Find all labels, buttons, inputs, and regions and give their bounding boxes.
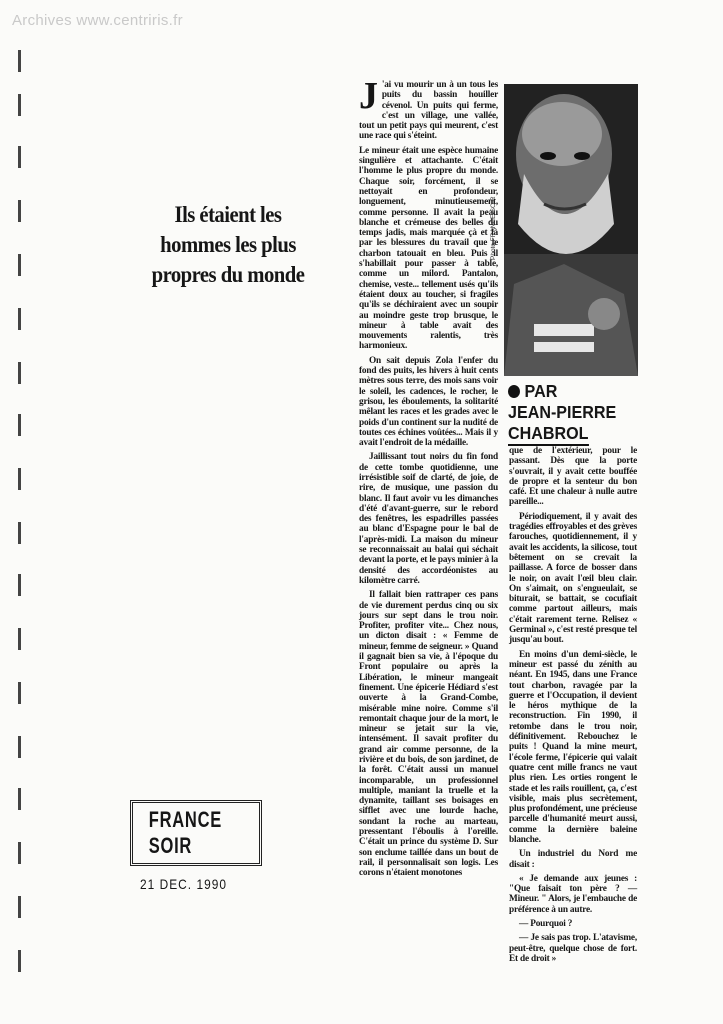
article-paragraph: — Je sais pas trop. L'atavisme, peut-être, quelque chose de fort. Et de droit »: [509, 933, 637, 964]
miner-portrait-photo: [504, 84, 638, 376]
article-paragraph: Jaillissant tout noirs du fin fond de cette tombe quotidienne, une irrésistible soif de clarté, de joie, de rire, de musique, une passion du blanc. Il faut avoir vu les dimanches d'été d'avant-guerre, sur le rebord des fenêtres, les espadrilles passées au blanc d'Espagne pour le bal de l'après-midi. La maison du mineur se reconnaissait au balai qui séchait devant la porte, et le pays minier à la densité des accordéonistes au kilomètre carré.: [359, 452, 498, 586]
article-column-1: [359, 75, 498, 950]
article-headline: [129, 200, 327, 290]
headline-line-3: propres du monde: [151, 262, 305, 287]
headline-line-1: Ils étaient les: [174, 202, 282, 227]
publication-stamp: [130, 800, 262, 866]
article-paragraph: que de l'extérieur, pour le passant. Dès que la porte s'ouvrait, il y avait cette bouffée de propre et la senteur du bon café. Et une chaleur à nulle autre pareille...: [509, 446, 637, 508]
publication-name: FRANCE SOIR: [148, 807, 223, 858]
drop-cap: J: [359, 75, 378, 117]
portrait-illustration: [504, 84, 638, 376]
article-paragraph: En moins d'un demi-siècle, le mineur est passé du zénith au néant. En 1945, dans une France tout charbon, ravagée par la guerre et l'Occupation, il devient le héros mythique de la reconstruction. Fin 1990, il retombe dans le trou noir, définitivement. Rebouchez le puits ! Quand la mine meurt, l'école ferme, l'épicerie qui valait quatre cent mille francs ne vaut plus rien. Les orties rongent le stade et les rails rouillent, ça, c'est visible, mais plus secrètement, plus profondément, une précieuse parcelle d'humanité meurt aussi, comme la dernière baleine blanche.: [509, 649, 637, 845]
byline-author-last: CHABROL: [508, 423, 589, 446]
article-paragraph: Il fallait bien rattraper ces pans de vie durement perdus cinq ou six jours sur sept dans le trou noir. Profiter, profiter vite... Chez nous, un dicton disait : « Femme de mineur, femme de seigneur. » Quand il gagnait bien sa vie, à l'époque du Front populaire ou après la Libération, le mineur mangeait finement. Une épicerie Hédiard s'est ouverte à la Grand-Combe, misérable mine noire. Comme s'il remontait chaque jour de la mort, le mineur se jetait sur la vie, intensément. Il savait profiter du grand air comme personne, de la rivière et du bois, de son jardinet, de la forêt. C'était aussi un manuel incomparable, un professionnel multiple, maniant la truelle et la dynamite, taillant ses boisages en sifflet avec une lourde hache, sondant la roche au marteau, pressentant l'éboulis à l'oreille. C'était un prince du système D. Sur son enclume taillée dans un bout de rail, il personnalisait son logis. Les corons n'étaient monotones: [359, 590, 498, 879]
bullet-icon: [508, 385, 520, 398]
byline-author-first: JEAN-PIERRE: [508, 402, 617, 422]
article-paragraph: On sait depuis Zola l'enfer du fond des puits, les hivers à huit cents mètres sous terre, des mois sans voir le soleil, les cadences, le rocher, le grisou, les éboulements, la solitarité mêlant les races et les grades avec le poids d'un continent sur la nudité de toutes ces échines voûtées... Mais il y avait l'endroit de la médaille.: [359, 355, 498, 449]
article-column-2: [509, 446, 637, 964]
article-paragraph: Le mineur était une espèce humaine singulière et attachante. C'était l'homme le plus propre du monde. Chaque soir, forcément, il se nettoyait en profondeur, longuement, minutieusement, comme personne. Il avait la peau blanche et crémeuse des belles du temps jadis, mais marquée çà et là par les blessures du travail que le charbon tatouait en bleu. Puis il s'habillait pour passer à table, comme un milord. Pantalon, chemise, veste... tellement usés qu'ils étaient doux au toucher, si fragiles qu'ils se déchiraient avec un soupir au moindre geste trop brusque, le mineur à table avait des mouvements ralentis, très harmonieux.: [359, 145, 498, 352]
article-paragraph: — Pourquoi ?: [519, 919, 573, 930]
headline-line-2: hommes les plus: [160, 232, 296, 257]
archive-watermark: Archives www.centriris.fr: [12, 12, 183, 29]
article-paragraph: « Je demande aux jeunes : "Que faisait ton père ? — Mineur. " Alors, je l'embauche de préférence à un autre.: [509, 873, 637, 915]
article-byline: PAR JEAN-PIERRE CHABROL: [508, 381, 629, 446]
article-paragraph: Un industriel du Nord me disait :: [509, 849, 637, 870]
publication-date: 21 DEC. 1990: [140, 876, 228, 892]
article-paragraph: Périodiquement, il y avait des tragédies effroyables et des grèves farouches, quotidiennement, il y avait les accidents, la silicose, tout bêtement on se crevait la paillasse. A force de bosser dans le noir, on avait l'œil bleu clair. On s'aimait, on s'engueulait, se biturait, se battait, se cocufiait comme partout ailleurs, mais c'était rarement terne. Relisez « Germinal », c'est resté presque tel jusqu'au bout.: [509, 511, 637, 646]
article-paragraph: J 'ai vu mourir un à un tous les puits du bassin houiller cévenol. Un puits qui ferme, c'est un village, une vallée, tout un petit pays qui meurent, c'est une race qui s'éteint.: [359, 75, 498, 142]
photo-credit: Photo FRANCE-SOIR: [490, 196, 497, 260]
